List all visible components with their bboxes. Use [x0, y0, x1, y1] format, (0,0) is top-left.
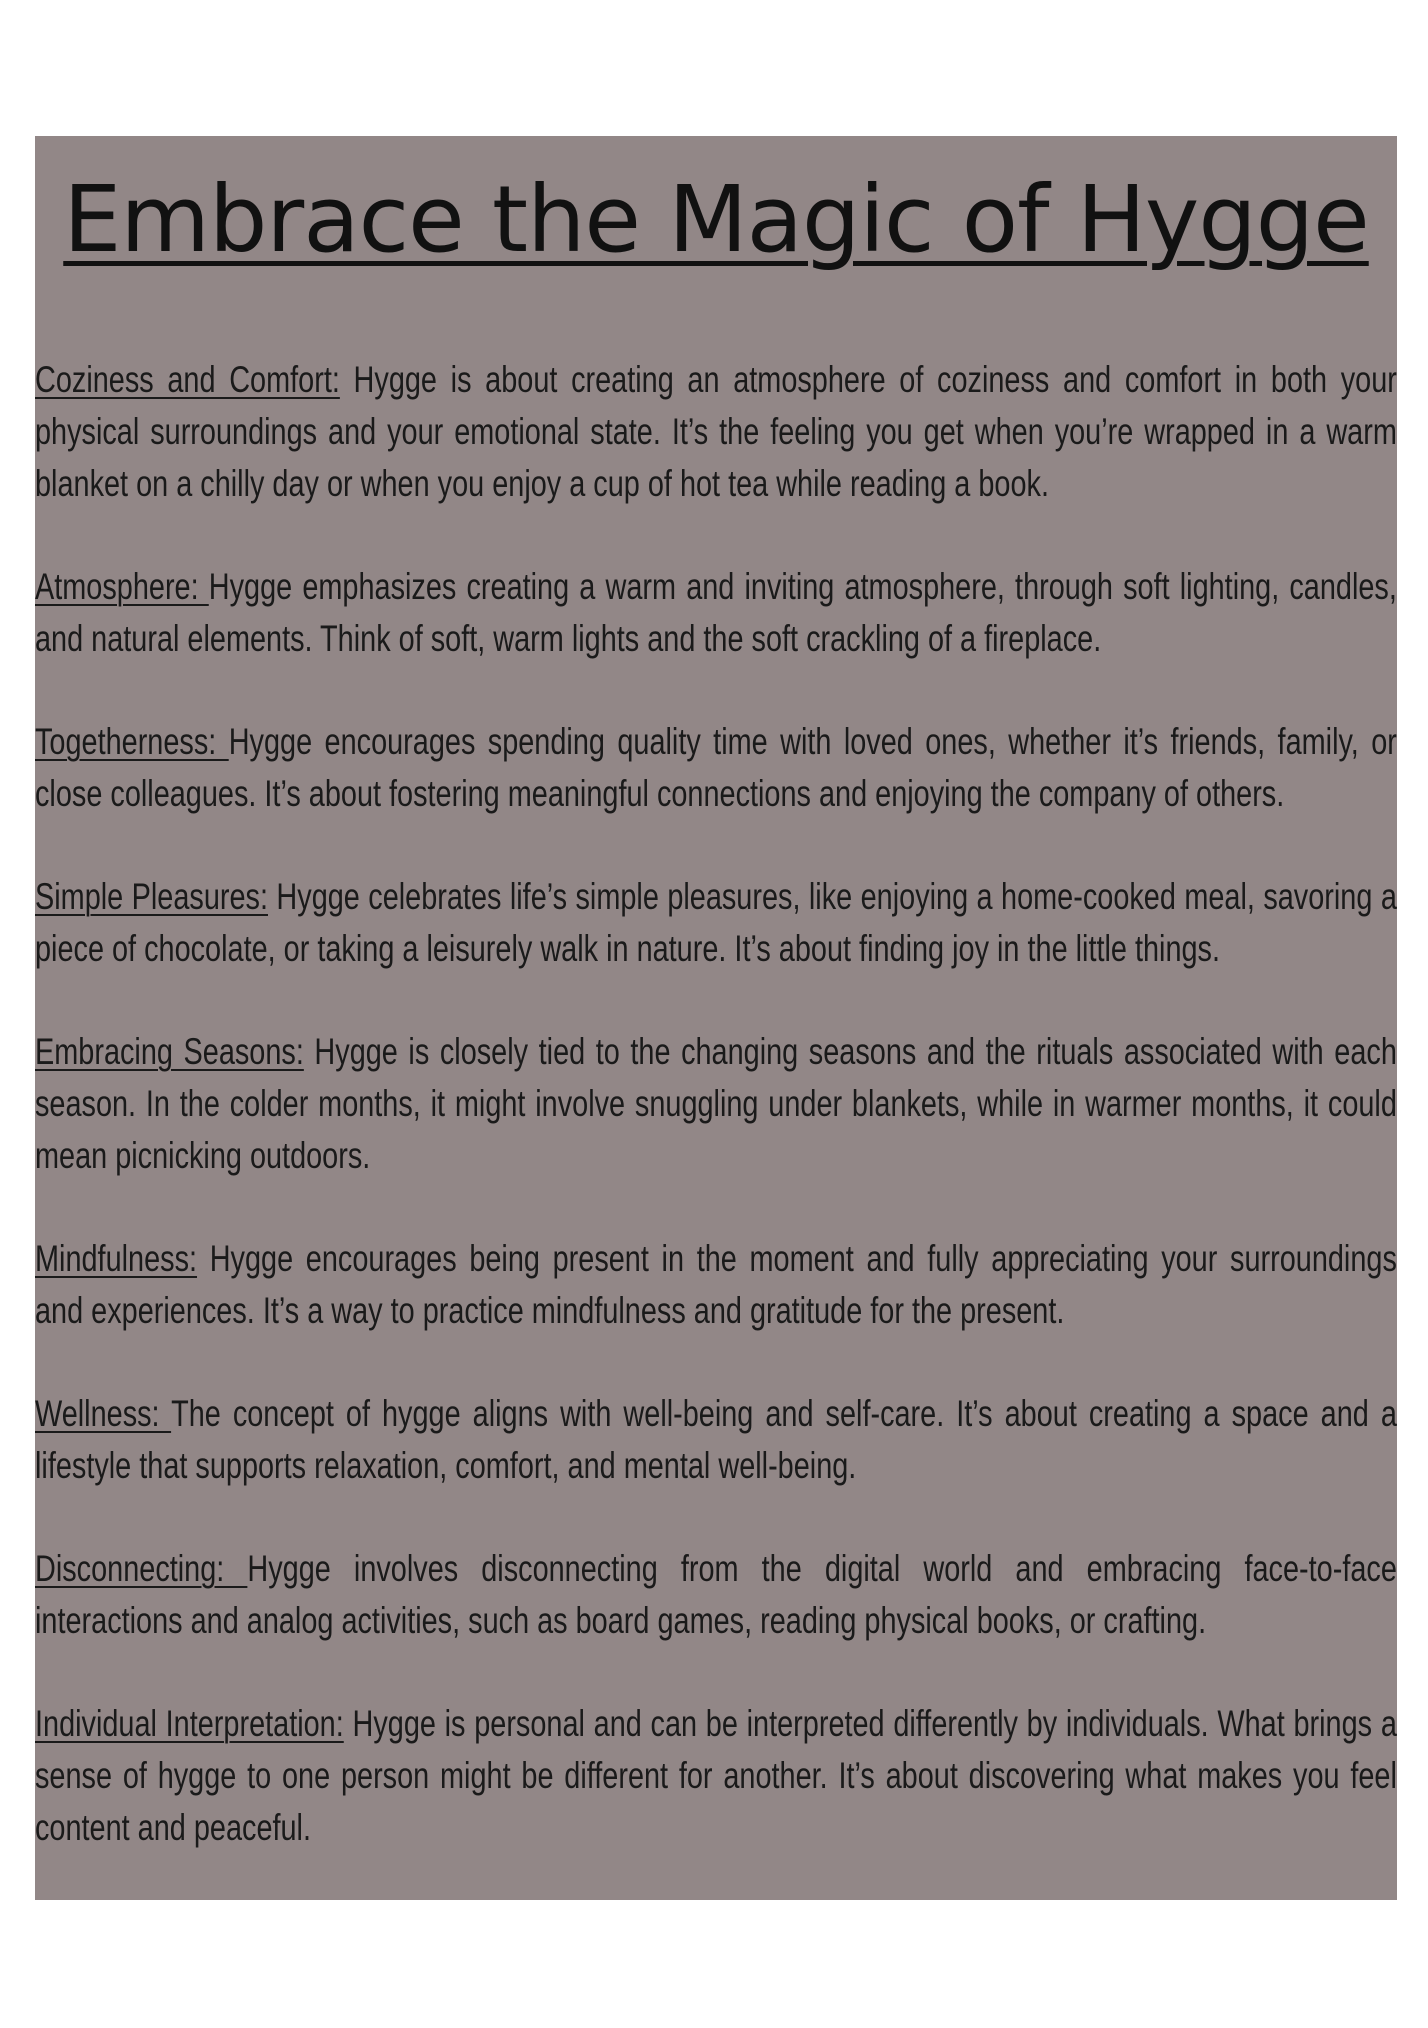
section-text: The concept of hygge aligns with well-being and self-care. It’s about creating a space and a lifestyle that supports relaxation, comfort, and mental well-being.	[35, 1393, 1397, 1486]
section-wellness	[35, 1388, 1397, 1492]
section-heading: Disconnecting:	[35, 1548, 248, 1589]
section-text: Hygge is personal and can be interpreted differently by individuals. What brings a sense of hygge to one person might be different for another. It’s about discovering what makes you feel content and peaceful.	[35, 1703, 1397, 1848]
section-heading: Simple Pleasures:	[35, 876, 269, 917]
section-text: Hygge involves disconnecting from the digital world and embracing face-to-face interactions and analog activities, such as board games, reading physical books, or crafting.	[35, 1548, 1397, 1641]
section-text: Hygge encourages spending quality time with loved ones, whether it’s friends, family, or close colleagues. It’s about fostering meaningful connections and enjoying the company of others.	[35, 721, 1397, 814]
section-heading: Individual Interpretation:	[35, 1703, 344, 1744]
section-text: Hygge encourages being present in the moment and fully appreciating your surroundings and experiences. It’s a way to practice mindfulness and gratitude for the present.	[35, 1238, 1397, 1331]
section-heading: Coziness and Comfort:	[35, 359, 340, 400]
sections-list	[35, 354, 1397, 1905]
section-coziness-and-comfort	[35, 354, 1397, 510]
section-heading: Togetherness:	[35, 721, 229, 762]
section-togetherness	[35, 716, 1397, 820]
section-text: Hygge emphasizes creating a warm and inviting atmosphere, through soft lighting, candles, and natural elements. Think of soft, warm lights and the soft crackling of a fireplace.	[35, 566, 1397, 659]
section-text: Hygge is about creating an atmosphere of coziness and comfort in both your physical surroundings and your emotional state. It’s the feeling you get when you’re wrapped in a warm blanket on a chilly day or when you enjoy a cup of hot tea while reading a book.	[35, 359, 1397, 504]
section-heading: Atmosphere:	[35, 566, 209, 607]
page-title: Embrace the Magic of Hygge	[63, 166, 1369, 273]
section-heading: Embracing Seasons:	[35, 1031, 304, 1072]
section-heading: Mindfulness:	[35, 1238, 198, 1279]
content-panel	[35, 136, 1397, 1900]
section-simple-pleasures	[35, 871, 1397, 975]
section-embracing-seasons	[35, 1026, 1397, 1182]
section-mindfulness	[35, 1233, 1397, 1337]
section-disconnecting	[35, 1543, 1397, 1647]
section-atmosphere	[35, 561, 1397, 665]
section-text: Hygge is closely tied to the changing seasons and the rituals associated with each season. In the colder months, it might involve snuggling under blankets, while in warmer months, it could mean picnicking outdoors.	[35, 1031, 1397, 1176]
section-text: Hygge celebrates life’s simple pleasures, like enjoying a home-cooked meal, savoring a piece of chocolate, or taking a leisurely walk in nature. It’s about finding joy in the little things.	[35, 876, 1397, 969]
section-heading: Wellness:	[35, 1393, 172, 1434]
section-individual-interpretation	[35, 1698, 1397, 1854]
